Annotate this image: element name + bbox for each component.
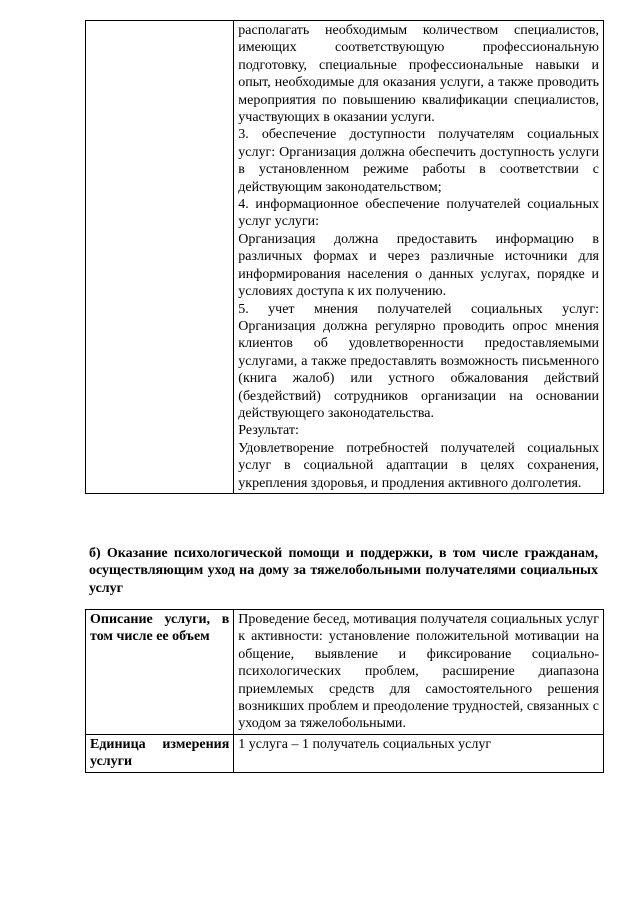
- row-value-unit: [234, 734, 604, 772]
- unit-value: 1 услуга – 1 получатель социальных услуг: [238, 736, 492, 752]
- row-label-unit: [86, 734, 234, 772]
- table-cell-label-empty: [86, 21, 234, 494]
- paragraph-feedback: 5. учет мнения получателей социальных услуг: Организация должна регулярно проводить опрос мнения клиентов об удовлетворенности предоставляемыми услугами, а также предоставлять возможность письменного (книга жалоб) или устного обжалования действий (бездействий) сотрудников организации на основании действующего законодательства.: [238, 301, 599, 421]
- paragraph-information-heading: 4. информационное обеспечение получателей социальных услуг услуги:: [238, 197, 599, 230]
- paragraph-result: Удовлетворение потребностей получателей социальных услуг в социальной адаптации в целях сохранения, укрепления здоровья, и продления активного долголетия.: [238, 440, 599, 491]
- row-label-description: [86, 610, 234, 735]
- service-standard-table-continued: [85, 20, 604, 494]
- table-cell-requirements: [234, 21, 604, 494]
- table-row: [86, 21, 604, 494]
- table-row: [86, 734, 604, 772]
- description-value: Проведение бесед, мотивация получателя социальных услуг к активности: установление положительной мотивации на общение, выявление и фиксирование социально-психологических проблем, расширение диапазона приемлемых средств для самостоятельного решения возникших проблем и преодоление трудностей, связанных с уходом за тяжелобольными.: [238, 612, 599, 732]
- paragraph-information: Организация должна предоставить информацию в различных формах и через различные источники для информирования населения о данных услугах, порядке и условиях доступа к их получению.: [238, 231, 599, 300]
- unit-label: Единица измерения услуги: [90, 736, 230, 770]
- paragraph-accessibility: 3. обеспечение доступности получателям социальных услуг: Организация должна обеспечить доступность услуги в установленном режиме работы в соответствии с действующим законодательством;: [238, 127, 599, 195]
- row-value-description: [234, 610, 604, 735]
- paragraph-staffing: располагать необходимым количеством специалистов, имеющих соответствующую профессиональную подготовку, специальные профессиональные навыки и опыт, необходимые для оказания услуги, а также проводить мероприятия по повышению квалификации специалистов, участвующих в оказании услуги.: [238, 23, 599, 126]
- service-description-table: [85, 609, 604, 773]
- table-row: [86, 610, 604, 735]
- paragraph-result-heading: Результат:: [238, 423, 299, 439]
- section-b-title: б) Оказание психологической помощи и поддержки, в том числе гражданам, осуществляющим уход на дому за тяжелобольными получателями социальных услуг: [89, 546, 598, 596]
- description-label: Описание услуги, в том числе ее объем: [90, 612, 230, 645]
